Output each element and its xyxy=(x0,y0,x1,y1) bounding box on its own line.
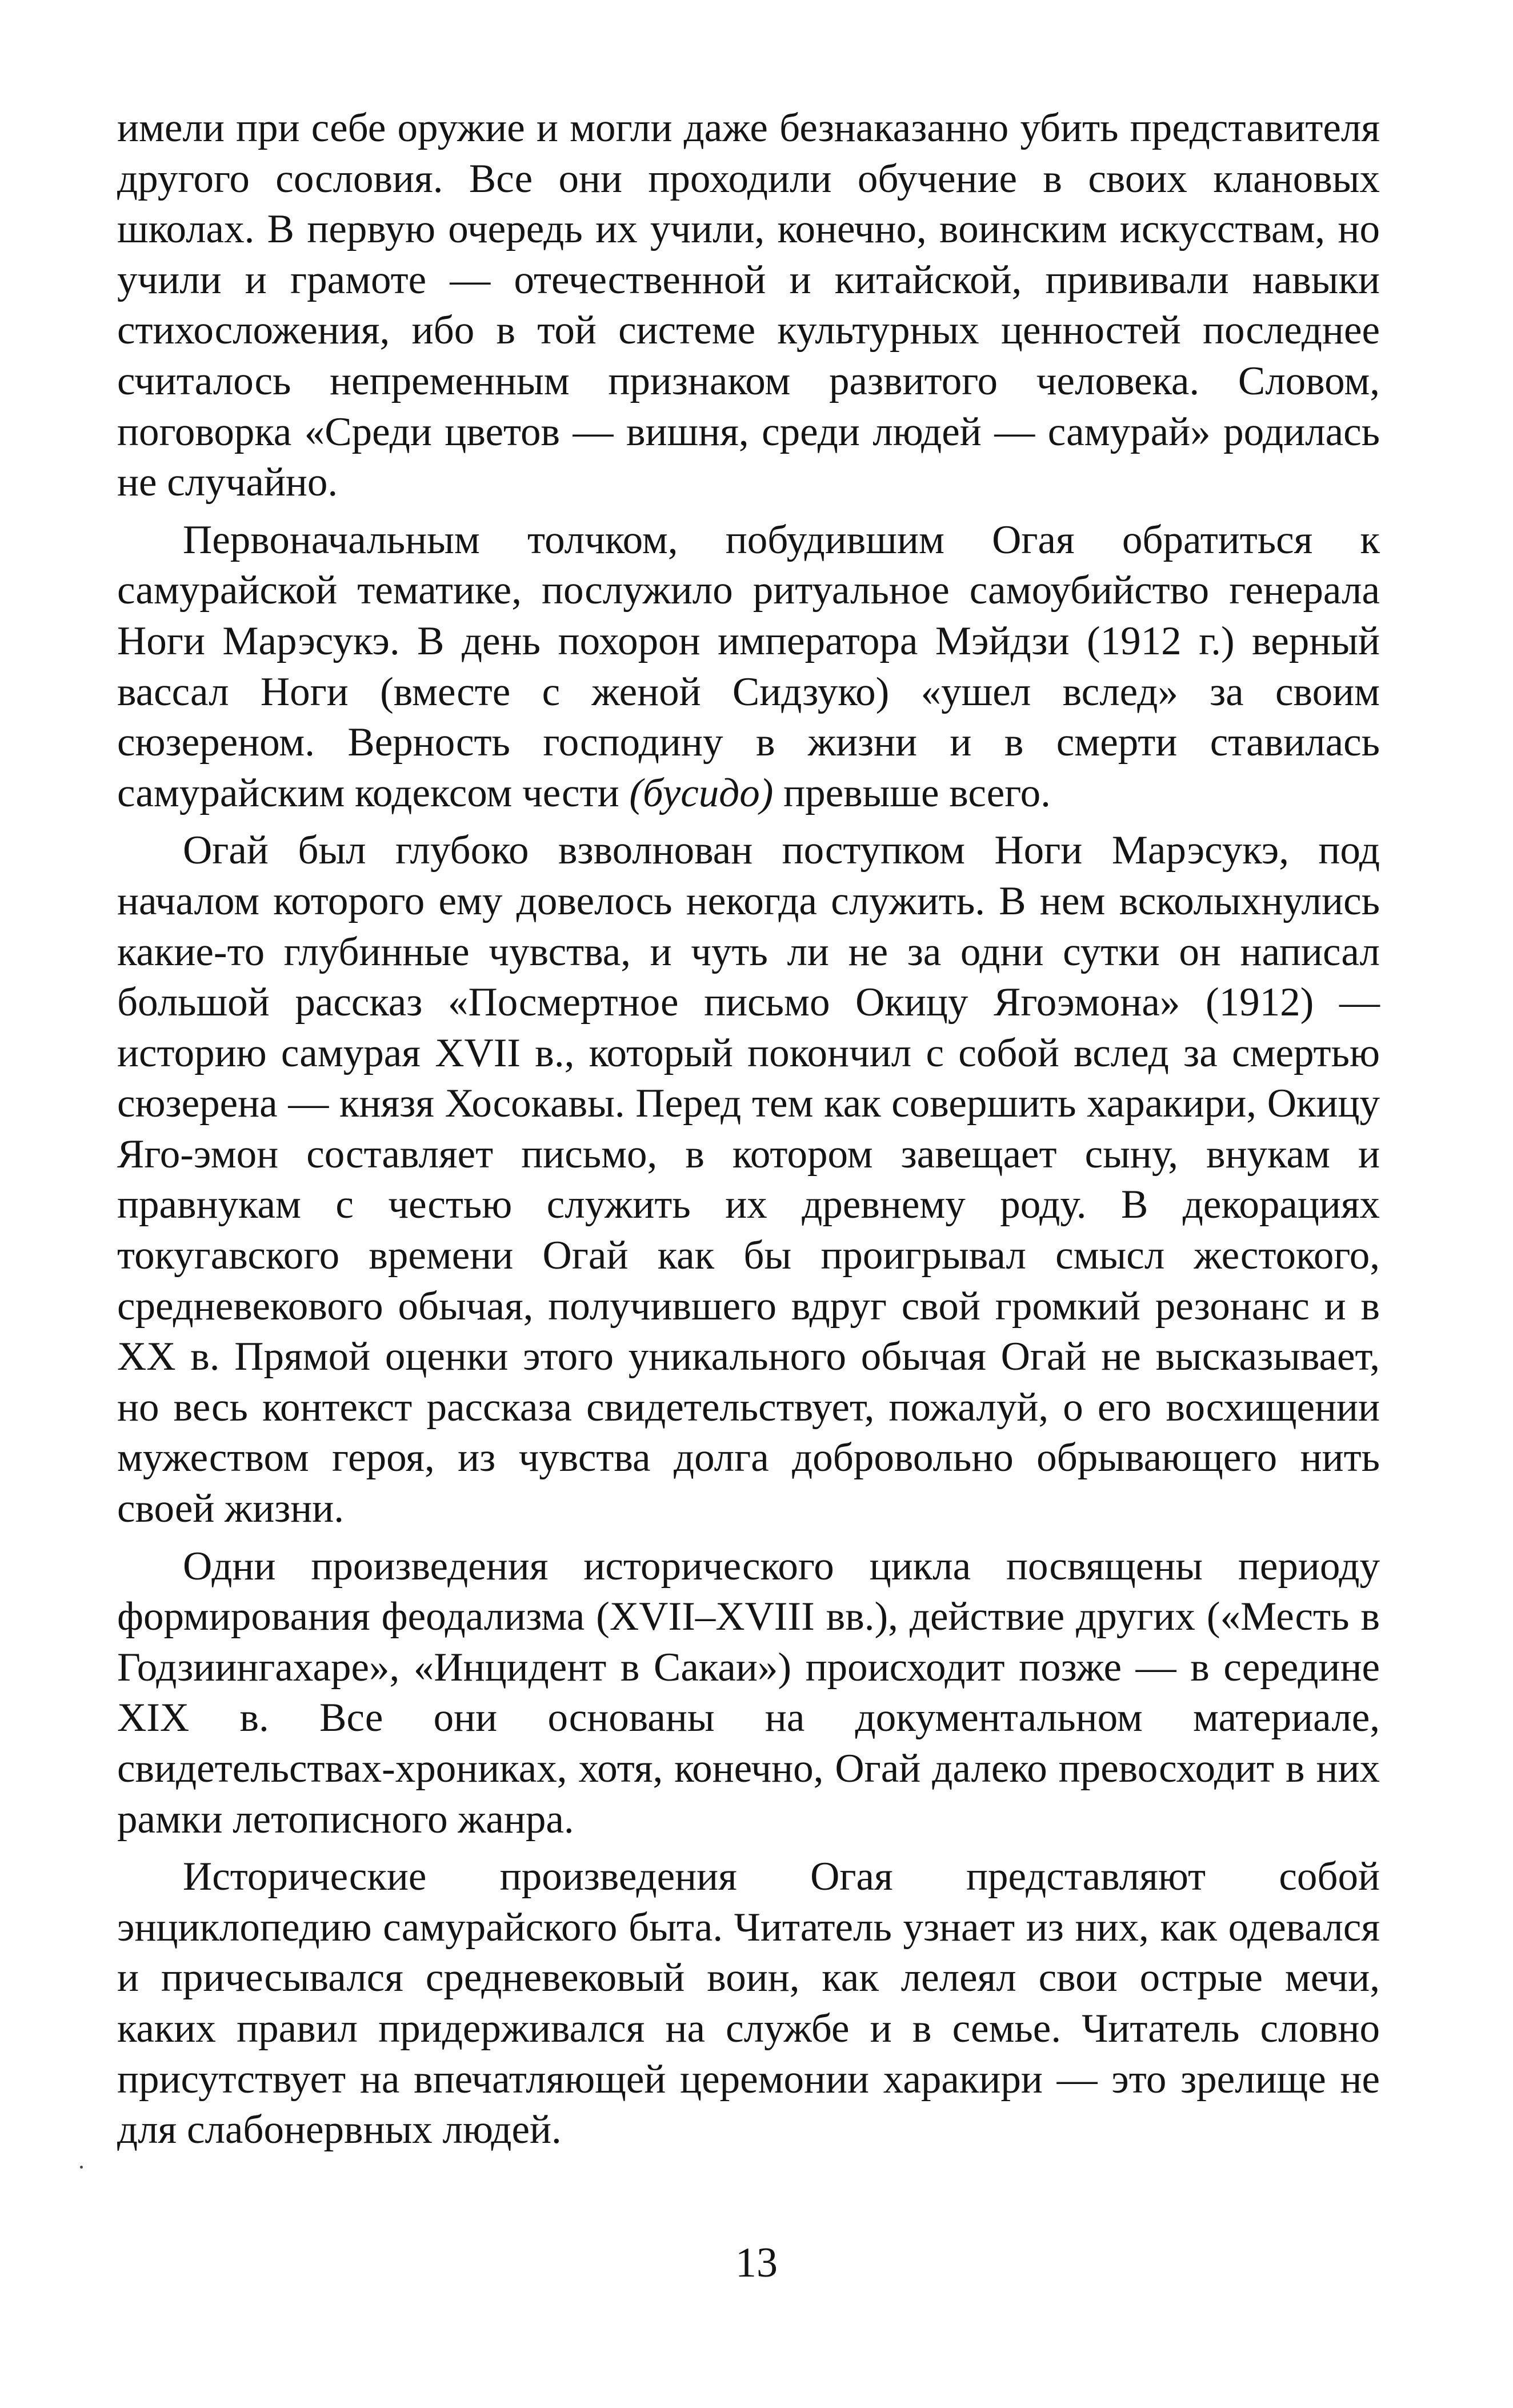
paragraph-2: Первоначальным толчком, побудившим Огая обратиться к самурайской тематике, послужило ритуальное самоубийство генерала Ноги Марэсукэ. В день похорон императора Мэйдзи (1912 г.) верный вассал Ноги (вместе с женой Сидзуко) «ушел вслед» за своим сюзереном. Верность господину в жизни и в смерти ставилась самурайским кодексом чести (бусидо) превыше всего. xyxy=(117,517,1380,815)
italic-term-bushido: (бусидо) xyxy=(629,770,774,815)
scan-speck xyxy=(80,2166,83,2169)
paragraph-3: Огай был глубоко взволнован поступком Ноги Марэсукэ, под началом которого ему довелось некогда служить. В нем всколыхнулись какие-то глубинные чувства, и чуть ли не за одни сутки он написал большой рассказ «Посмертное письмо Окицу Ягоэмона» (1912) — историю самурая XVII в., который покончил с собой вслед за смертью сюзерена — князя Хосокавы. Перед тем как совершить харакири, Окицу Яго-эмон составляет письмо, в котором завещает сыну, внукам и правнукам с честью служить их древнему роду. В декорациях токугавского времени Огай как бы проигрывал смысл жестокого, средневекового обычая, получившего вдруг свой громкий резонанс и в XX в. Прямой оценки этого уникального обычая Огай не высказывает, но весь контекст рассказа свидетельствует, пожалуй, о его восхищении мужеством героя, из чувства долга добровольно обрывающего нить своей жизни. xyxy=(117,828,1380,1531)
paragraph-4: Одни произведения исторического цикла посвящены периоду формирования феодализма (XVII–XVIII вв.), действие других («Месть в Годзиингахаре», «Инцидент в Сакаи») происходит позже — в середине XIX в. Все они основаны на документальном материале, свидетельствах-хрониках, хотя, конечно, Огай далеко превосходит в них рамки летописного жанра. xyxy=(117,1543,1380,1842)
paragraph-5: Исторические произведения Огая представляют собой энциклопедию самурайского быта. Читатель узнает из них, как одевался и причесывался средневековый воин, как лелеял свои острые мечи, каких правил придерживался на службе и в семье. Читатель словно присутствует на впечатляющей церемонии харакири — это зрелище не для слабонервных людей. xyxy=(117,1854,1380,2153)
paragraph-1: имели при себе оружие и могли даже безнаказанно убить представителя другого сословия. Все они проходили обучение в своих клановых школах. В первую очередь их учили, конечно, воинским искусствам, но учили и грамоте — отечественной и китайской, прививали навыки стихосложения, ибо в той системе культурных ценностей последнее считалось непременным признаком развитого человека. Словом, поговорка «Среди цветов — вишня, среди людей — самурай» родилась не случайно. xyxy=(117,106,1380,505)
page-number: 13 xyxy=(735,2239,778,2286)
body-text xyxy=(117,103,1380,2155)
